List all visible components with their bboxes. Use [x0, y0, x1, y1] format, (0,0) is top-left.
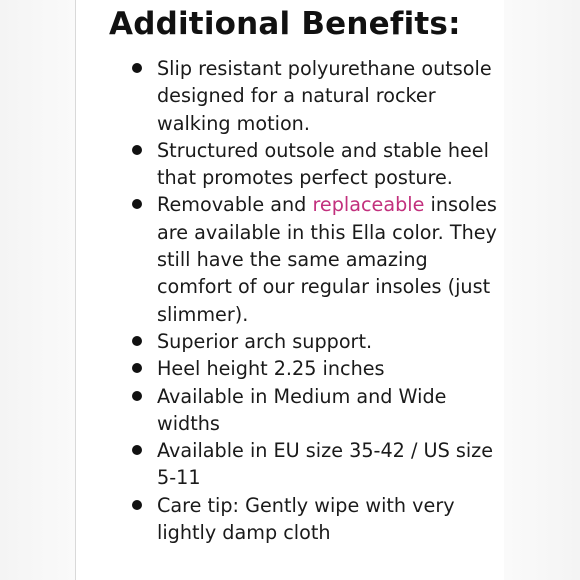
benefits-panel — [76, 0, 504, 580]
bullet-icon — [132, 63, 142, 73]
list-item — [157, 191, 502, 327]
bullet-icon — [132, 500, 142, 510]
list-item — [157, 437, 502, 492]
benefit-text: Structured outsole and stable heel that promotes perfect posture. — [157, 138, 489, 190]
bullet-icon — [132, 391, 142, 401]
list-item — [157, 55, 502, 137]
benefit-text-after: insoles are available in this Ella color. They still have the same amazing comfort of our regular insoles (just slimmer). — [157, 193, 497, 326]
list-item — [157, 355, 502, 382]
benefit-text: Slip resistant polyurethane outsole designed for a natural rocker walking motion. — [157, 57, 492, 135]
list-item — [157, 137, 502, 192]
benefit-text: Care tip: Gently wipe with very lightly damp cloth — [157, 493, 455, 545]
left-margin — [0, 0, 76, 580]
bullet-icon — [132, 445, 142, 455]
list-item — [157, 328, 502, 355]
benefits-list — [157, 55, 502, 546]
bullet-icon — [132, 336, 142, 346]
page-title: Additional Benefits: — [109, 6, 461, 42]
right-margin — [503, 0, 580, 580]
list-item — [157, 492, 502, 547]
benefit-text: Heel height 2.25 inches — [157, 357, 385, 381]
bullet-icon — [132, 363, 142, 373]
benefit-text: Available in EU size 35-42 / US size 5-11 — [157, 439, 494, 490]
benefit-text: Superior arch support. — [157, 329, 373, 353]
benefit-text-before: Removable and — [157, 193, 313, 217]
list-item — [157, 383, 502, 438]
bullet-icon — [132, 199, 142, 209]
benefit-text: Available in Medium and Wide widths — [157, 384, 447, 435]
replaceable-link[interactable]: replaceable — [312, 193, 425, 217]
bullet-icon — [132, 145, 142, 155]
